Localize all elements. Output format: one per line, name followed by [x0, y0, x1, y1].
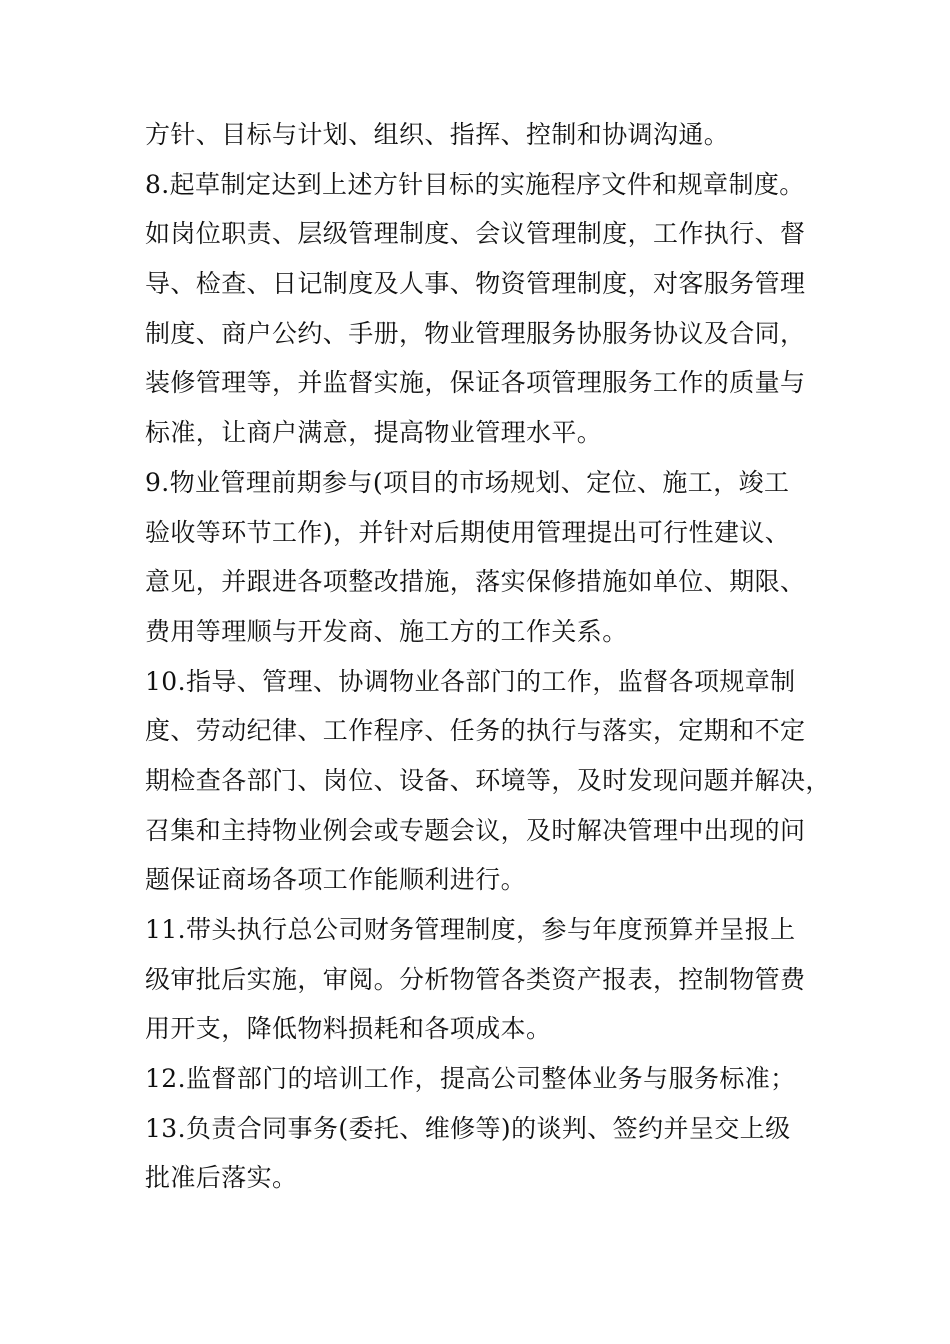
document-body	[145, 110, 831, 1203]
text-line: 意见，并跟进各项整改措施，落实保修措施如单位、期限、	[145, 567, 806, 597]
text-line: 方针、目标与计划、组织、指挥、控制和协调沟通。	[145, 120, 730, 149]
text-line: 如岗位职责、层级管理制度、会议管理制度，工作执行、督	[145, 219, 806, 249]
text-line: 10.指导、管理、协调物业各部门的工作，监督各项规章制	[145, 666, 796, 696]
text-line: 13.负责合同事务(委托、维修等)的谈判、签约并呈交上级	[145, 1113, 791, 1143]
text-line: 验收等环节工作)，并针对后期使用管理提出可行性建议、	[145, 517, 791, 547]
text-line: 制度、商户公约、手册，物业管理服务协服务协议及合同，	[145, 318, 806, 348]
text-line: 9.物业管理前期参与(项目的市场规划、定位、施工，竣工	[145, 467, 790, 497]
text-line: 12.监督部门的培训工作，提高公司整体业务与服务标准；	[145, 1064, 796, 1094]
text-line: 8.起草制定达到上述方针目标的实施程序文件和规章制度。	[145, 169, 805, 199]
text-line: 用开支，降低物料损耗和各项成本。	[145, 1014, 552, 1044]
text-line: 标准，让商户满意，提高物业管理水平。	[145, 418, 603, 448]
text-line: 期检查各部门、岗位、设备、环境等，及时发现问题并解决，	[145, 765, 831, 795]
text-line: 费用等理顺与开发商、施工方的工作关系。	[145, 616, 628, 646]
text-line: 级审批后实施，审阅。分析物管各类资产报表，控制物管费	[145, 964, 806, 994]
text-line: 装修管理等，并监督实施，保证各项管理服务工作的质量与	[145, 368, 806, 398]
text-line: 题保证商场各项工作能顺利进行。	[145, 865, 527, 895]
text-line: 度、劳动纪律、工作程序、任务的执行与落实，定期和不定	[145, 716, 806, 746]
text-line: 导、检查、日记制度及人事、物资管理制度，对客服务管理	[145, 269, 806, 299]
text-line: 召集和主持物业例会或专题会议，及时解决管理中出现的问	[145, 815, 806, 845]
text-line: 批准后落实。	[145, 1163, 298, 1193]
text-line: 11.带头执行总公司财务管理制度，参与年度预算并呈报上	[145, 915, 796, 944]
